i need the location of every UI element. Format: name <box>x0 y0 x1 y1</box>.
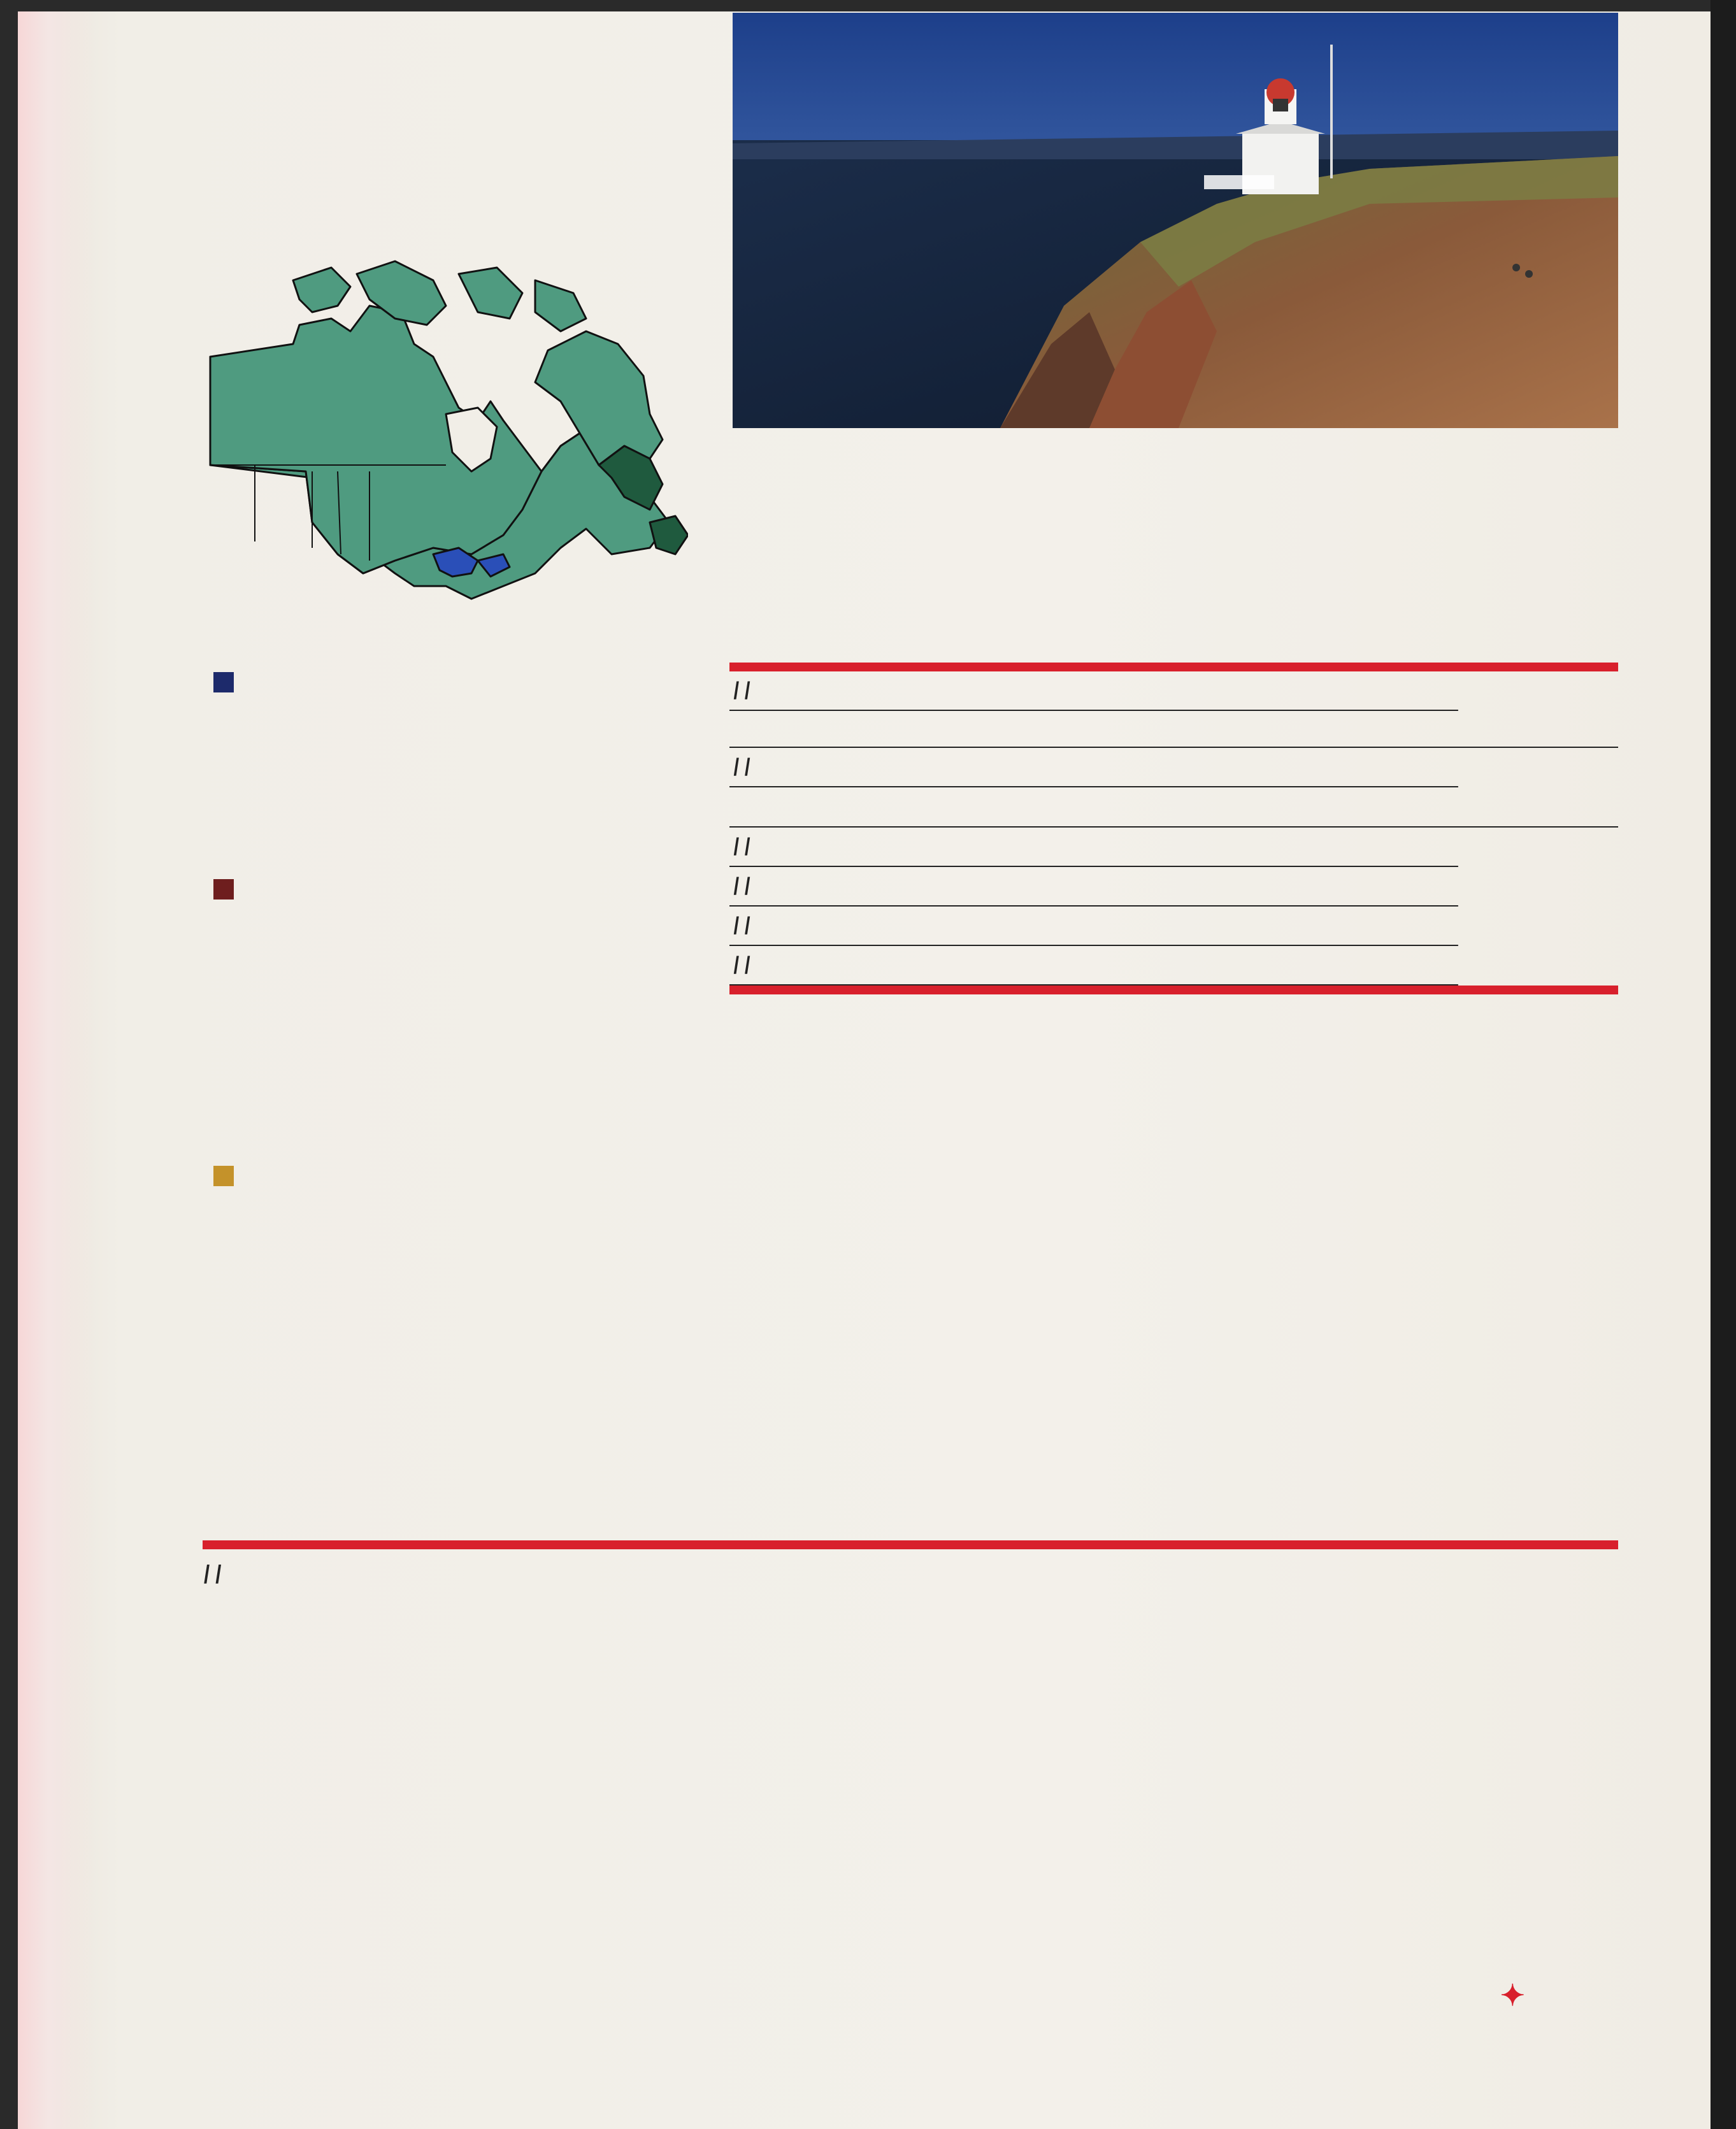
employment-pie-chart <box>1210 1593 1631 2013</box>
capital-header: / / <box>729 671 1458 711</box>
english-marker-square <box>213 672 234 692</box>
stats-bottom-rule <box>729 986 1618 994</box>
stats-table <box>729 663 1618 994</box>
retail-header: / / <box>729 907 1458 946</box>
paragraph-french <box>213 876 647 906</box>
spanish-marker-square <box>213 1166 234 1186</box>
employment-top-rule <box>203 1540 1618 1549</box>
french-marker-square <box>213 879 234 900</box>
population-header: / / <box>729 828 1458 867</box>
scan-edge <box>1711 0 1736 2129</box>
canada-map <box>204 255 688 624</box>
maple-leaf-icon: ✦ <box>1500 1979 1526 2012</box>
lighthouse-photo <box>733 13 1618 428</box>
employment-title: / / <box>204 1561 222 1589</box>
income-header: / / <box>729 867 1458 907</box>
futur-logo <box>1500 1978 1526 2012</box>
stats-top-rule <box>729 663 1618 671</box>
map-arctic-islands <box>293 261 586 331</box>
page-spine-shadow <box>18 11 94 2129</box>
photo-illustration <box>733 13 1618 428</box>
photo-credit <box>1626 236 1652 331</box>
paragraph-english <box>213 669 647 699</box>
capital-row <box>729 711 1618 748</box>
area-row <box>729 787 1618 828</box>
paragraph-spanish <box>213 1163 647 1193</box>
area-header: / / <box>729 748 1458 787</box>
unemployment-header: / / <box>729 946 1458 986</box>
